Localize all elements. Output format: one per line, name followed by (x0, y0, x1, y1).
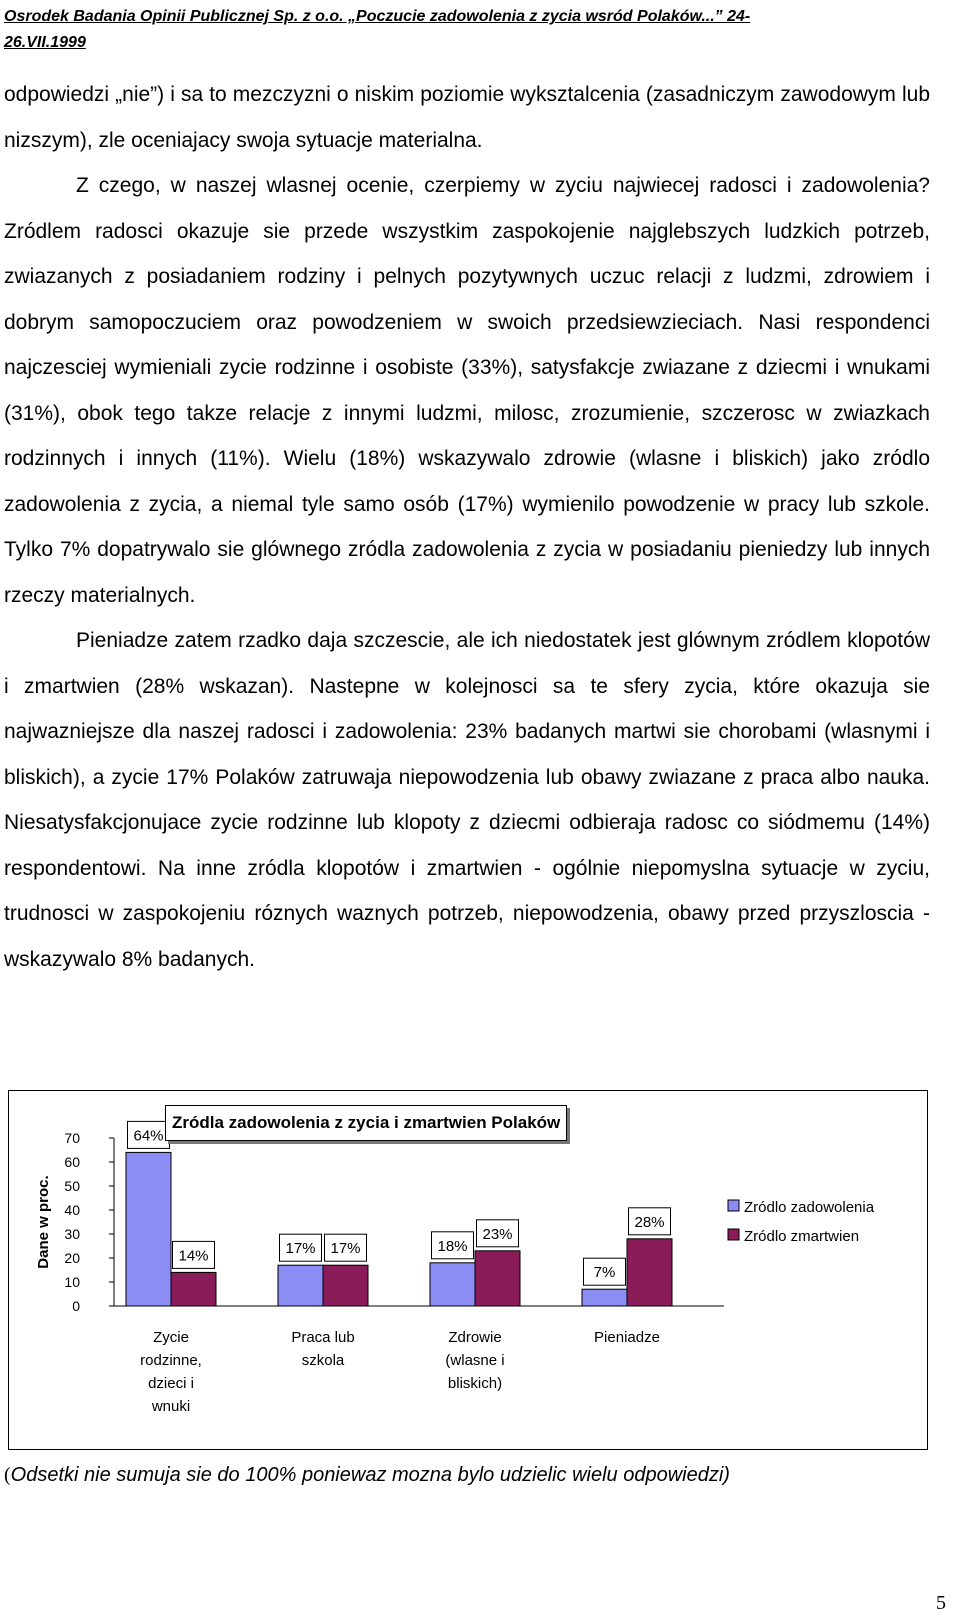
data-label: 7% (593, 1264, 616, 1282)
data-label: 14% (178, 1247, 209, 1265)
bar-satisfaction (582, 1289, 627, 1306)
x-category-label: wnuki (151, 1398, 191, 1415)
x-category-label: Zycie (153, 1329, 189, 1346)
bar-satisfaction (126, 1152, 171, 1306)
y-tick-label: 70 (64, 1130, 80, 1146)
x-category-label: (wlasne i (445, 1352, 505, 1369)
paragraph-2: Z czego, w naszej wlasnej ocenie, czerpiemy w zyciu najwiecej radosci i zadowolenia? Zródlem radosci okazuje sie przede wszystkim zaspokojenie najglebszych ludzkich potrzeb, zwiazanych z posiadaniem rodziny i pelnych pozytywnych uczuc relacji z ludzmi, zdrowiem i dobrym samopoczuciem oraz powodzeniem w swoich przedsiewzieciach. Nasi respondenci najczesciej wymieniali zycie rodzinne i osobiste (33%), satysfakcje zwiazane z dziecmi i wnukami (31%), obok tego takze relacje z innymi ludzmi, milosc, zrozumienie, szczerosc w zwiazkach rodzinnych i innych (11%). Wielu (18%) wskazywalo zdrowie (wlasne i bliskich) jako zródlo zadowolenia z zycia, a niemal tyle samo osób (17%) wymienilo powodzenie w pracy lub szkole. Tylko 7% dopatrywalo sie glównego zródla zadowolenia z zycia w posiadaniu pieniedzy lub innych rzeczy materialnych. (4, 174, 930, 607)
data-label: 28% (634, 1213, 665, 1231)
x-category-label: Pieniadze (594, 1329, 660, 1346)
y-tick-label: 30 (64, 1226, 80, 1242)
y-tick-label: 50 (64, 1178, 80, 1194)
header-line-1: Osrodek Badania Opinii Publicznej Sp. z o.o. „Poczucie zadowolenia z zycia wsród Polaków...” 24- (4, 8, 751, 25)
bar-chart (0, 1090, 960, 1450)
x-category-label: Praca lub (291, 1329, 355, 1346)
chart-title: Zródla zadowolenia z zycia i zmartwien Polaków (165, 1105, 567, 1141)
page-number: 5 (936, 1592, 946, 1614)
document-header (4, 4, 934, 56)
y-axis-title: Dane w proc. (35, 1175, 52, 1269)
body-text (4, 72, 930, 982)
x-category-label: szkola (301, 1352, 345, 1369)
y-tick-label: 10 (64, 1274, 80, 1290)
legend-swatch (728, 1229, 739, 1240)
data-label: 17% (285, 1240, 316, 1258)
footnote (4, 1464, 730, 1487)
bar-worry (475, 1251, 520, 1306)
x-category-label: bliskich) (447, 1375, 503, 1392)
footnote-paren: ( (4, 1464, 11, 1486)
bar-satisfaction (278, 1265, 323, 1306)
data-label: 17% (330, 1240, 361, 1258)
x-category-label: dzieci i (148, 1375, 194, 1392)
bar-worry (171, 1272, 216, 1306)
paragraph-3: Pieniadze zatem rzadko daja szczescie, ale ich niedostatek jest glównym zródlem klopotów i zmartwien (28% wskazan). Nastepne w kolejnosci sa te sfery zycia, które okazuja sie najwazniejsze dla naszej radosci i zadowolenia: 23% badanych martwi sie chorobami (wlasnymi i bliskich), a zycie 17% Polaków zatruwaja niepowodzenia lub obawy zwiazane z praca albo nauka. Niesatysfakcjonujace zycie rodzinne lub klopoty z dziecmi odbieraja radosc co siódmemu (14%) respondentowi. Na inne zródla klopotów i zmartwien - ogólnie niepomyslna sytuacje w zyciu, trudnosci w zaspokojeniu róznych waznych potrzeb, niepowodzenia, obawy przed przyszloscia - wskazywalo 8% badanych. (4, 629, 930, 971)
x-category-label: Zdrowie (448, 1329, 502, 1346)
y-tick-label: 60 (64, 1154, 80, 1170)
legend-label: Zródlo zmartwien (744, 1228, 860, 1245)
y-tick-label: 40 (64, 1202, 80, 1218)
y-tick-label: 0 (72, 1298, 80, 1314)
header-line-2: 26.VII.1999 (4, 34, 86, 51)
footnote-text: Odsetki nie sumuja sie do 100% poniewaz mozna bylo udzielic wielu odpowiedzi) (10, 1464, 730, 1486)
data-label: 64% (133, 1127, 164, 1145)
legend-swatch (728, 1200, 739, 1211)
bar-worry (323, 1265, 368, 1306)
bar-worry (627, 1239, 672, 1306)
y-tick-label: 20 (64, 1250, 80, 1266)
x-category-label: rodzinne, (140, 1352, 202, 1369)
data-label: 18% (437, 1237, 468, 1255)
paragraph-1: odpowiedzi „nie”) i sa to mezczyzni o niskim poziomie wyksztalcenia (zasadniczym zawodowym lub nizszym), zle oceniajacy swoja sytuacje materialna. (4, 83, 930, 152)
data-label: 23% (482, 1225, 513, 1243)
bar-satisfaction (430, 1263, 475, 1306)
legend-label: Zródlo zadowolenia (744, 1199, 875, 1216)
